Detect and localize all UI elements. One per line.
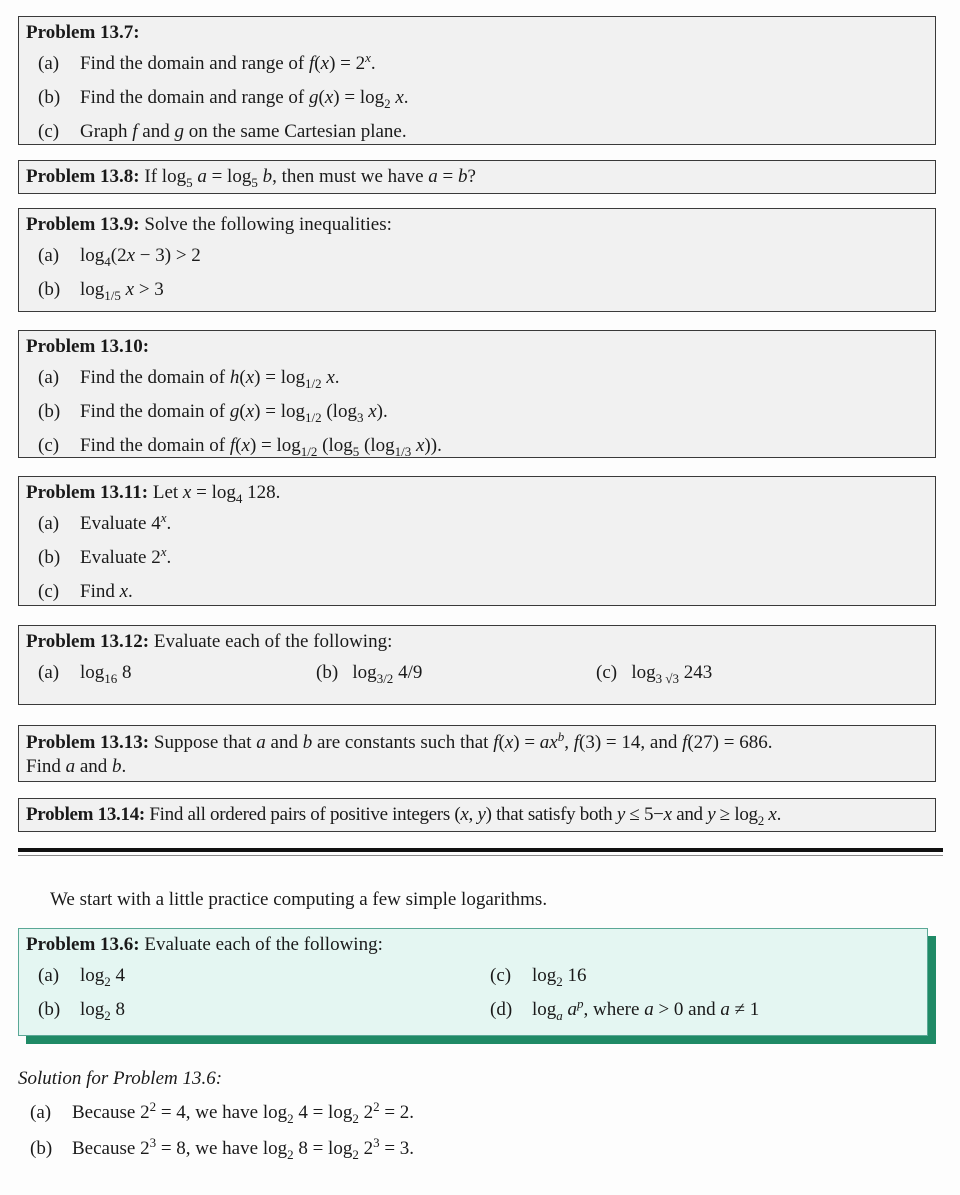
problem-13-6: Problem 13.6: Evaluate each of the following: (a) $\log_2 4$ (c) $\log_2 16$ (b) $\log_2 8$ (d) $\log_a a^p$, where a > 0 and a ≠ 1: [18, 928, 928, 1036]
section-divider-thin: [18, 855, 943, 856]
intro-text: We start with a little practice computing a few simple logarithms.: [50, 889, 548, 910]
problem-title: Problem 13.8:: [26, 166, 140, 187]
part-a: (a) $\log_{16} 8$: [38, 662, 132, 686]
solution-part-a: (a) Because $2^2 = 4$, we have $\log_2 4 = \log_2 2^2 = 2$.: [30, 1099, 415, 1126]
problem-title: Problem 13.9:: [26, 214, 140, 235]
problem-title: Problem 13.14:: [26, 804, 145, 825]
part-b: (b) $\log_2 8$: [38, 999, 126, 1023]
problem-13-8: Problem 13.8: If $\log_5 a = \log_5 b$, then must we have a = b?: [18, 160, 936, 194]
problem-title: Problem 13.12:: [26, 631, 150, 652]
part-b: (b) Find the domain of $g(x) = \log_{1/2} (\log_3$ x).: [38, 401, 388, 425]
part-b: (b) $\log_{3/2} 4/9$: [316, 662, 423, 686]
part-a: (a) $\log_4(2x - 3) > 2$: [38, 245, 201, 269]
part-a: (a) $\log_2 4$: [38, 965, 126, 989]
part-b: (b) Evaluate 2$^x$.: [38, 544, 172, 568]
part-a: (a) Find the domain of $h(x) = \log_{1/2} x$.: [38, 367, 340, 391]
problem-13-11: Problem 13.11: Let $x = \log_4 128$. (a) Evaluate 4$^x$. (b) Evaluate 2$^x$. (c) Find x.: [18, 476, 936, 606]
part-a: (a) Evaluate 4$^x$.: [38, 510, 172, 534]
part-b: (b) Find the domain and range of $g(x) = \log_2 x$.: [38, 87, 409, 111]
problem-title: Problem 13.10:: [26, 336, 150, 357]
solution-part-b: (b) Because $2^3 = 8$, we have $\log_2 8 = \log_2 2^3 = 3$.: [30, 1135, 415, 1162]
part-c: (c) Find the domain of $f(x) = \log_{1/2} (\log_5$ ($\log_{1/3}$ x)).: [38, 435, 442, 459]
part-c: (c) Graph f and g on the same Cartesian plane.: [38, 121, 407, 142]
problem-title: Problem 13.11:: [26, 482, 149, 503]
problem-13-12: Problem 13.12: Evaluate each of the following: (a) $\log_{16} 8$ (b) $\log_{3/2} 4/9$ (c) $\log_{3 √3} 243$: [18, 625, 936, 705]
problem-13-14: Problem 13.14: Find all ordered pairs of positive integers (x, y) that satisfy both y ≤ 5−x and $y \ge \log_2 x$.: [18, 798, 936, 832]
section-divider-thick: [18, 848, 943, 852]
part-c: (c) $\log_{3 √3} 243$: [596, 662, 713, 686]
problem-13-7: [18, 16, 936, 145]
solution-title: Solution for Problem 13.6:: [18, 1068, 223, 1089]
problem-13-9: Problem 13.9: Solve the following inequalities: (a) $\log_4(2x - 3) > 2$ (b) $\log_{1/5} x > 3$: [18, 208, 936, 312]
problem-13-13: Problem 13.13: Suppose that a and b are constants such that $f(x) = ax^b$, f(3) = 14, and f(27) = 686. Find a and b.: [18, 725, 936, 782]
problem-title: Problem 13.7:: [26, 22, 140, 43]
part-d: (d) $\log_a a^p$, where a > 0 and a ≠ 1: [490, 996, 760, 1023]
problem-title: Problem 13.13:: [26, 732, 150, 753]
problem-13-10: [18, 330, 936, 458]
part-a: (a) Find the domain and range of $f(x) = 2^x$.: [38, 50, 376, 74]
part-c: (c) $\log_2 16$: [490, 965, 587, 989]
part-b: (b) $\log_{1/5} x > 3$: [38, 279, 164, 303]
part-c: (c) Find x.: [38, 581, 133, 602]
problem-title: Problem 13.6:: [26, 934, 140, 955]
